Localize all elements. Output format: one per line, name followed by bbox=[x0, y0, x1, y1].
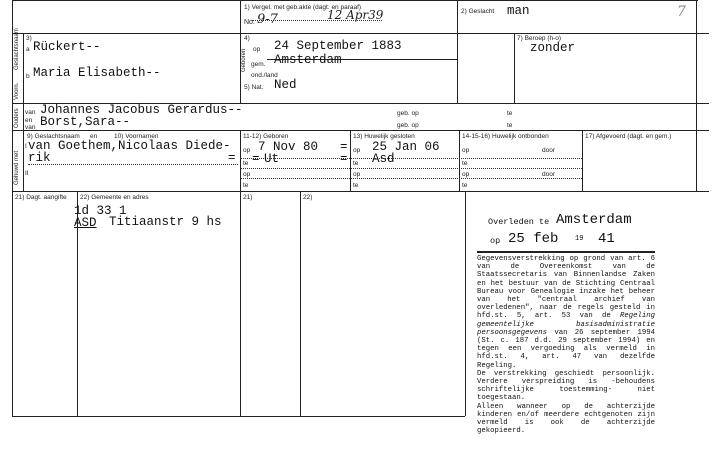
corner-mark: 7 bbox=[677, 4, 686, 20]
rule bbox=[240, 191, 241, 416]
rule bbox=[240, 130, 241, 191]
marker-a: a bbox=[26, 46, 30, 53]
marriage-roman-II: II bbox=[25, 170, 29, 177]
born-side-label: Geboren bbox=[241, 48, 247, 72]
marriage-roman-I: I bbox=[25, 143, 27, 150]
rule bbox=[12, 191, 709, 192]
rule bbox=[12, 0, 698, 1]
rule bbox=[12, 130, 709, 131]
death-day-month: 25 feb bbox=[508, 231, 559, 247]
dotted-rule bbox=[240, 168, 582, 169]
rule bbox=[457, 0, 458, 103]
mother-name: Borst,Sara-- bbox=[40, 115, 131, 129]
parents-en-label: en bbox=[25, 117, 33, 124]
birth-country-label: ond./land bbox=[251, 72, 278, 79]
rule bbox=[12, 0, 13, 416]
marriage-place: Asd bbox=[372, 152, 395, 166]
spouse-birth-place: Ut bbox=[264, 152, 280, 166]
father-geb-op-label: geb. op bbox=[397, 110, 419, 117]
field5-label: 5) Nat. bbox=[244, 84, 264, 91]
marriage-eq-4: = bbox=[340, 152, 348, 166]
spouse-name-line1: van Goethem,Nicolaas Diede- bbox=[28, 139, 231, 153]
marriage-date: 25 Jan 06 bbox=[372, 140, 440, 154]
spouse-eq-2: = bbox=[252, 152, 260, 166]
col9-en-label: en bbox=[90, 133, 98, 140]
rule bbox=[514, 33, 515, 103]
parents-van-label: van bbox=[25, 109, 36, 116]
marriage-op: op bbox=[353, 147, 361, 154]
col9-label: 9) Geslachtsnaam bbox=[27, 133, 80, 140]
marriage-eq-3: = bbox=[340, 140, 348, 154]
death-year-prefix: 19 bbox=[575, 235, 584, 243]
col14-label: 14-15-16) Huwelijk ontbonden bbox=[462, 133, 549, 140]
disclaimer-regulation: Regeling gemeentelijke basisadministratie persoonsgegevens bbox=[477, 312, 655, 337]
col13-label: 13) Huwelijk gesloten bbox=[353, 133, 415, 140]
death-label: Overleden te bbox=[488, 217, 550, 227]
spouse-birth-op-2: op bbox=[243, 171, 251, 178]
rule bbox=[227, 33, 709, 34]
disclaimer-para1b: van 26 september 1994 (St. c. 187 d.d. 29 september 1994) en tegen een vergoeding als vermeld in hfd.st. 4, art. 47 van dezelfde Regeling. bbox=[477, 328, 655, 370]
parents-van-label-2: van bbox=[25, 124, 36, 131]
disclaimer-para3: Alleen wanneer op de achterzijde kinderen en/of meerdere echtgenoten zijn vermeld is ook de achterzijde gekopieerd. bbox=[477, 402, 655, 436]
marriage-te-2: te bbox=[353, 182, 359, 189]
dissolved-te-2: te bbox=[462, 182, 468, 189]
death-op-label: op bbox=[490, 236, 501, 246]
birth-op-label: op bbox=[253, 46, 261, 53]
verification-paraph: 12 Apr39 bbox=[327, 8, 384, 22]
dissolved-op: op bbox=[462, 147, 470, 154]
disclaimer-text bbox=[477, 255, 655, 435]
residence-address: Titiaanstr 9 hs bbox=[109, 215, 222, 229]
col21-label: 21) Dagt. aangifte bbox=[15, 194, 67, 201]
dotted-rule bbox=[240, 178, 582, 179]
marker-b: b bbox=[26, 73, 30, 80]
col10-label: 10) Voornamen bbox=[114, 133, 159, 140]
dissolved-te: te bbox=[462, 160, 468, 167]
gender-value: man bbox=[507, 4, 530, 18]
father-te-label: te bbox=[507, 110, 513, 117]
dissolved-door: door bbox=[542, 147, 556, 154]
birth-place: Amsterdam bbox=[274, 53, 342, 67]
rule bbox=[350, 130, 351, 191]
disclaimer-para1a: Gegevensverstrekking op grond van art. 6 van de Overeenkomst van de Staatssecretaris van Binnenlandse Zaken en het bestuur van de Stichting Centraal Bureau voor Genealogie inzake het beheer van het "centraal archief van overledenen", naar de regels gesteld in hfd.st. 5, art. 53 van de bbox=[477, 255, 655, 321]
rule bbox=[300, 191, 301, 416]
spouse-name-line2: rik bbox=[28, 151, 51, 165]
parents-side-label: Ouders bbox=[14, 108, 20, 128]
dotted-rule bbox=[240, 158, 582, 159]
col11-label: 11-12) Geboren bbox=[243, 133, 289, 140]
occupation: zonder bbox=[530, 41, 576, 55]
field3-label: 3) bbox=[26, 35, 32, 42]
rule bbox=[12, 33, 244, 34]
residence-city: ASD bbox=[74, 216, 97, 230]
death-year-suffix: 41 bbox=[598, 231, 615, 247]
rule bbox=[23, 33, 24, 191]
col22b-label: 22) bbox=[303, 194, 313, 201]
birth-gem-label: gem. bbox=[251, 61, 266, 68]
disclaimer-para2: De verstrekking geschiedt persoonlijk. Verdere verspreiding is -behoudens schriftelijke toestemming- niet toegestaan. bbox=[477, 369, 655, 403]
field4-label: 4) bbox=[244, 35, 250, 42]
marriage-te: te bbox=[353, 160, 359, 167]
registration-number: 9-7 bbox=[257, 12, 278, 27]
mother-te-label: te bbox=[507, 122, 513, 129]
no-prefix: No. bbox=[244, 19, 255, 26]
dissolved-door-2: door bbox=[542, 171, 556, 178]
death-place: Amsterdam bbox=[556, 212, 632, 228]
col22-label: 22) Gemeente en adres bbox=[80, 194, 149, 201]
field7-label: 7) Beroep (h-o) bbox=[517, 35, 562, 42]
dotted-rule bbox=[28, 164, 238, 165]
spouse-birth-te: te bbox=[243, 160, 249, 167]
dissolved-op-2: op bbox=[462, 171, 470, 178]
spouse-birth-te-2: te bbox=[243, 182, 249, 189]
spouse-eq-1: = bbox=[228, 151, 236, 165]
mother-geb-op-label: geb. op bbox=[397, 122, 419, 129]
residence-date: 1d 33 1 bbox=[74, 204, 127, 218]
spouse-birth-date: 7 Nov 80 bbox=[258, 140, 319, 154]
spouse-birth-op: op bbox=[243, 147, 251, 154]
col17-label: 17) Afgevoerd (dagt. en gem.) bbox=[585, 133, 672, 140]
rule bbox=[696, 0, 697, 191]
rule bbox=[582, 130, 583, 191]
firstname-side-label: Voorn. bbox=[14, 82, 20, 100]
birth-date: 24 September 1883 bbox=[274, 39, 402, 53]
rule bbox=[12, 416, 465, 417]
nationality: Ned bbox=[274, 78, 297, 92]
marriage-op-2: op bbox=[353, 171, 361, 178]
surname-side-label: Geslachtsnaam bbox=[14, 28, 20, 70]
rule bbox=[459, 130, 460, 191]
first-names: Maria Elisabeth-- bbox=[33, 66, 161, 80]
col21b-label: 21) bbox=[243, 194, 253, 201]
field2-label: 2) Geslacht bbox=[461, 8, 495, 15]
surname: Rückert-- bbox=[33, 40, 101, 54]
stamp-divider bbox=[477, 251, 655, 253]
father-name: Johannes Jacobus Gerardus-- bbox=[40, 103, 243, 117]
field1-label: 1) Vergel. met geb.akte (dagt. en paraaf) bbox=[244, 4, 362, 11]
married-side-label: Gehuwd met bbox=[14, 150, 20, 185]
rule bbox=[465, 191, 466, 416]
